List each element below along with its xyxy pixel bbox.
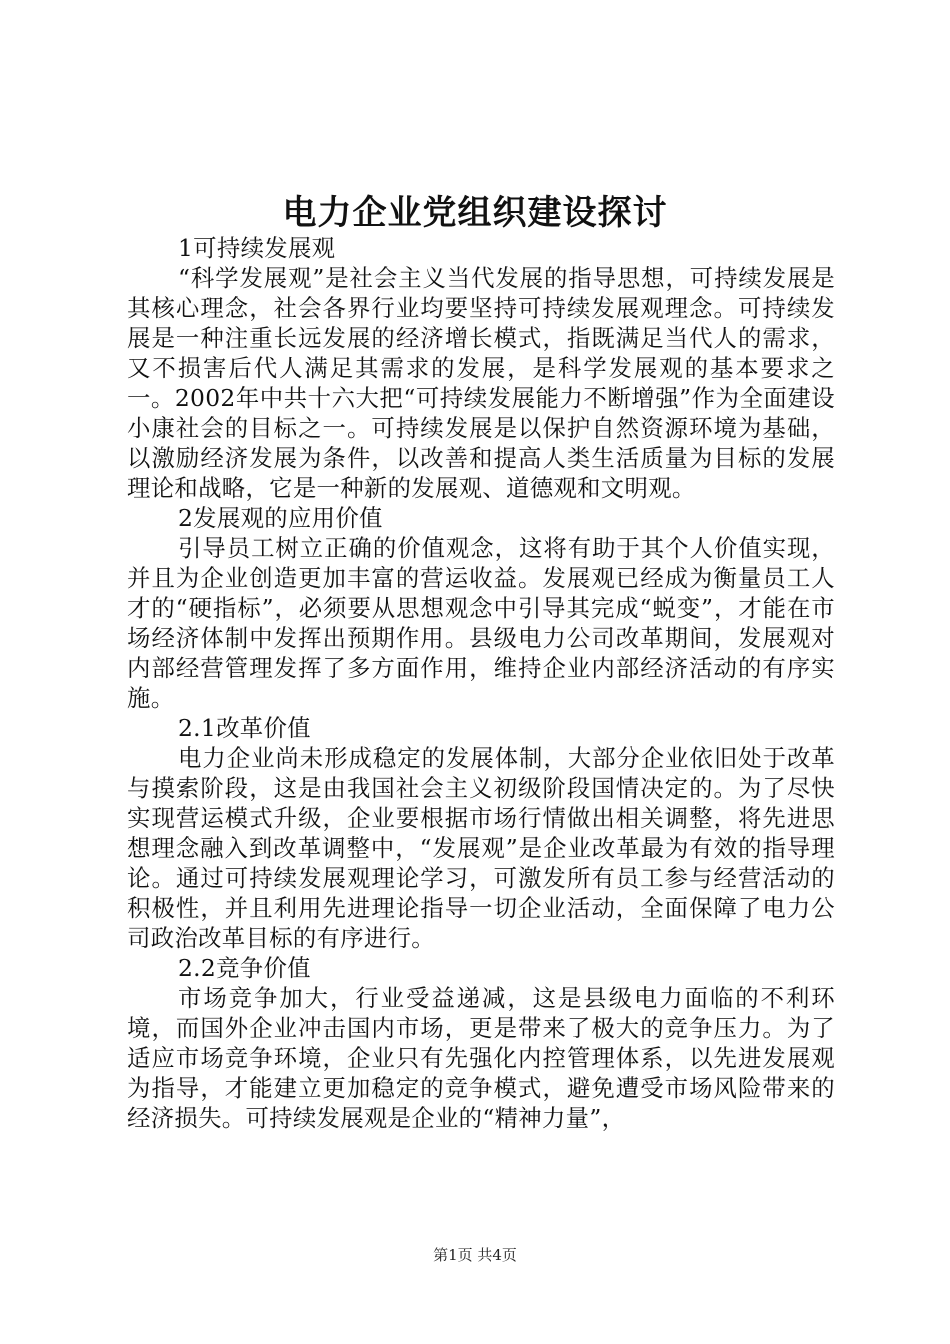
section-paragraph: 引导员工树立正确的价值观念，这将有助于其个人价值实现，并且为企业创造更加丰富的营运收益。发展观已经成为衡量员工人才的“硬指标”，必须要从思想观念中引导其完成“蜕变”，才能在市场经济体制中发挥出预期作用。县级电力公司改革期间，发展观对内部经营管理发挥了多方面作用，维持企业内部经济活动的有序实施。 — [127, 534, 835, 712]
section-heading: 2.1改革价值 — [178, 714, 311, 742]
section-heading: 2.2竞争价值 — [178, 954, 311, 982]
document-body — [127, 233, 835, 1133]
page-footer: 第1页 共4页 — [433, 1246, 517, 1264]
section-paragraph: 市场竞争加大，行业受益递减，这是县级电力面临的不利环境，而国外企业冲击国内市场，更是带来了极大的竞争压力。为了适应市场竞争环境，企业只有先强化内控管理体系，以先进发展观为指导，才能建立更加稳定的竞争模式，避免遭受市场风险带来的经济损失。可持续发展观是企业的“精神力量”， — [127, 984, 835, 1132]
section-heading: 2发展观的应用价值 — [178, 504, 383, 532]
section-paragraph: “科学发展观”是社会主义当代发展的指导思想，可持续发展是其核心理念，社会各界行业均要坚持可持续发展观理念。可持续发展是一种注重长远发展的经济增长模式，指既满足当代人的需求，又不损害后代人满足其需求的发展，是科学发展观的基本要求之一。2002年中共十六大把“可持续发展能力不断增强”作为全面建设小康社会的目标之一。可持续发展是以保护自然资源环境为基础，以激励经济发展为条件，以改善和提高人类生活质量为目标的发展理论和战略，它是一种新的发展观、道德观和文明观。 — [127, 264, 835, 502]
section-paragraph: 电力企业尚未形成稳定的发展体制，大部分企业依旧处于改革与摸索阶段，这是由我国社会主义初级阶段国情决定的。为了尽快实现营运模式升级，企业要根据市场行情做出相关调整，将先进思想理念融入到改革调整中，“发展观”是企业改革最为有效的指导理论。通过可持续发展观理论学习，可激发所有员工参与经营活动的积极性，并且利用先进理论指导一切企业活动，全面保障了电力公司政治改革目标的有序进行。 — [127, 744, 835, 952]
document-title: 电力企业党组织建设探讨 — [282, 193, 668, 233]
section-heading: 1可持续发展观 — [178, 234, 336, 262]
